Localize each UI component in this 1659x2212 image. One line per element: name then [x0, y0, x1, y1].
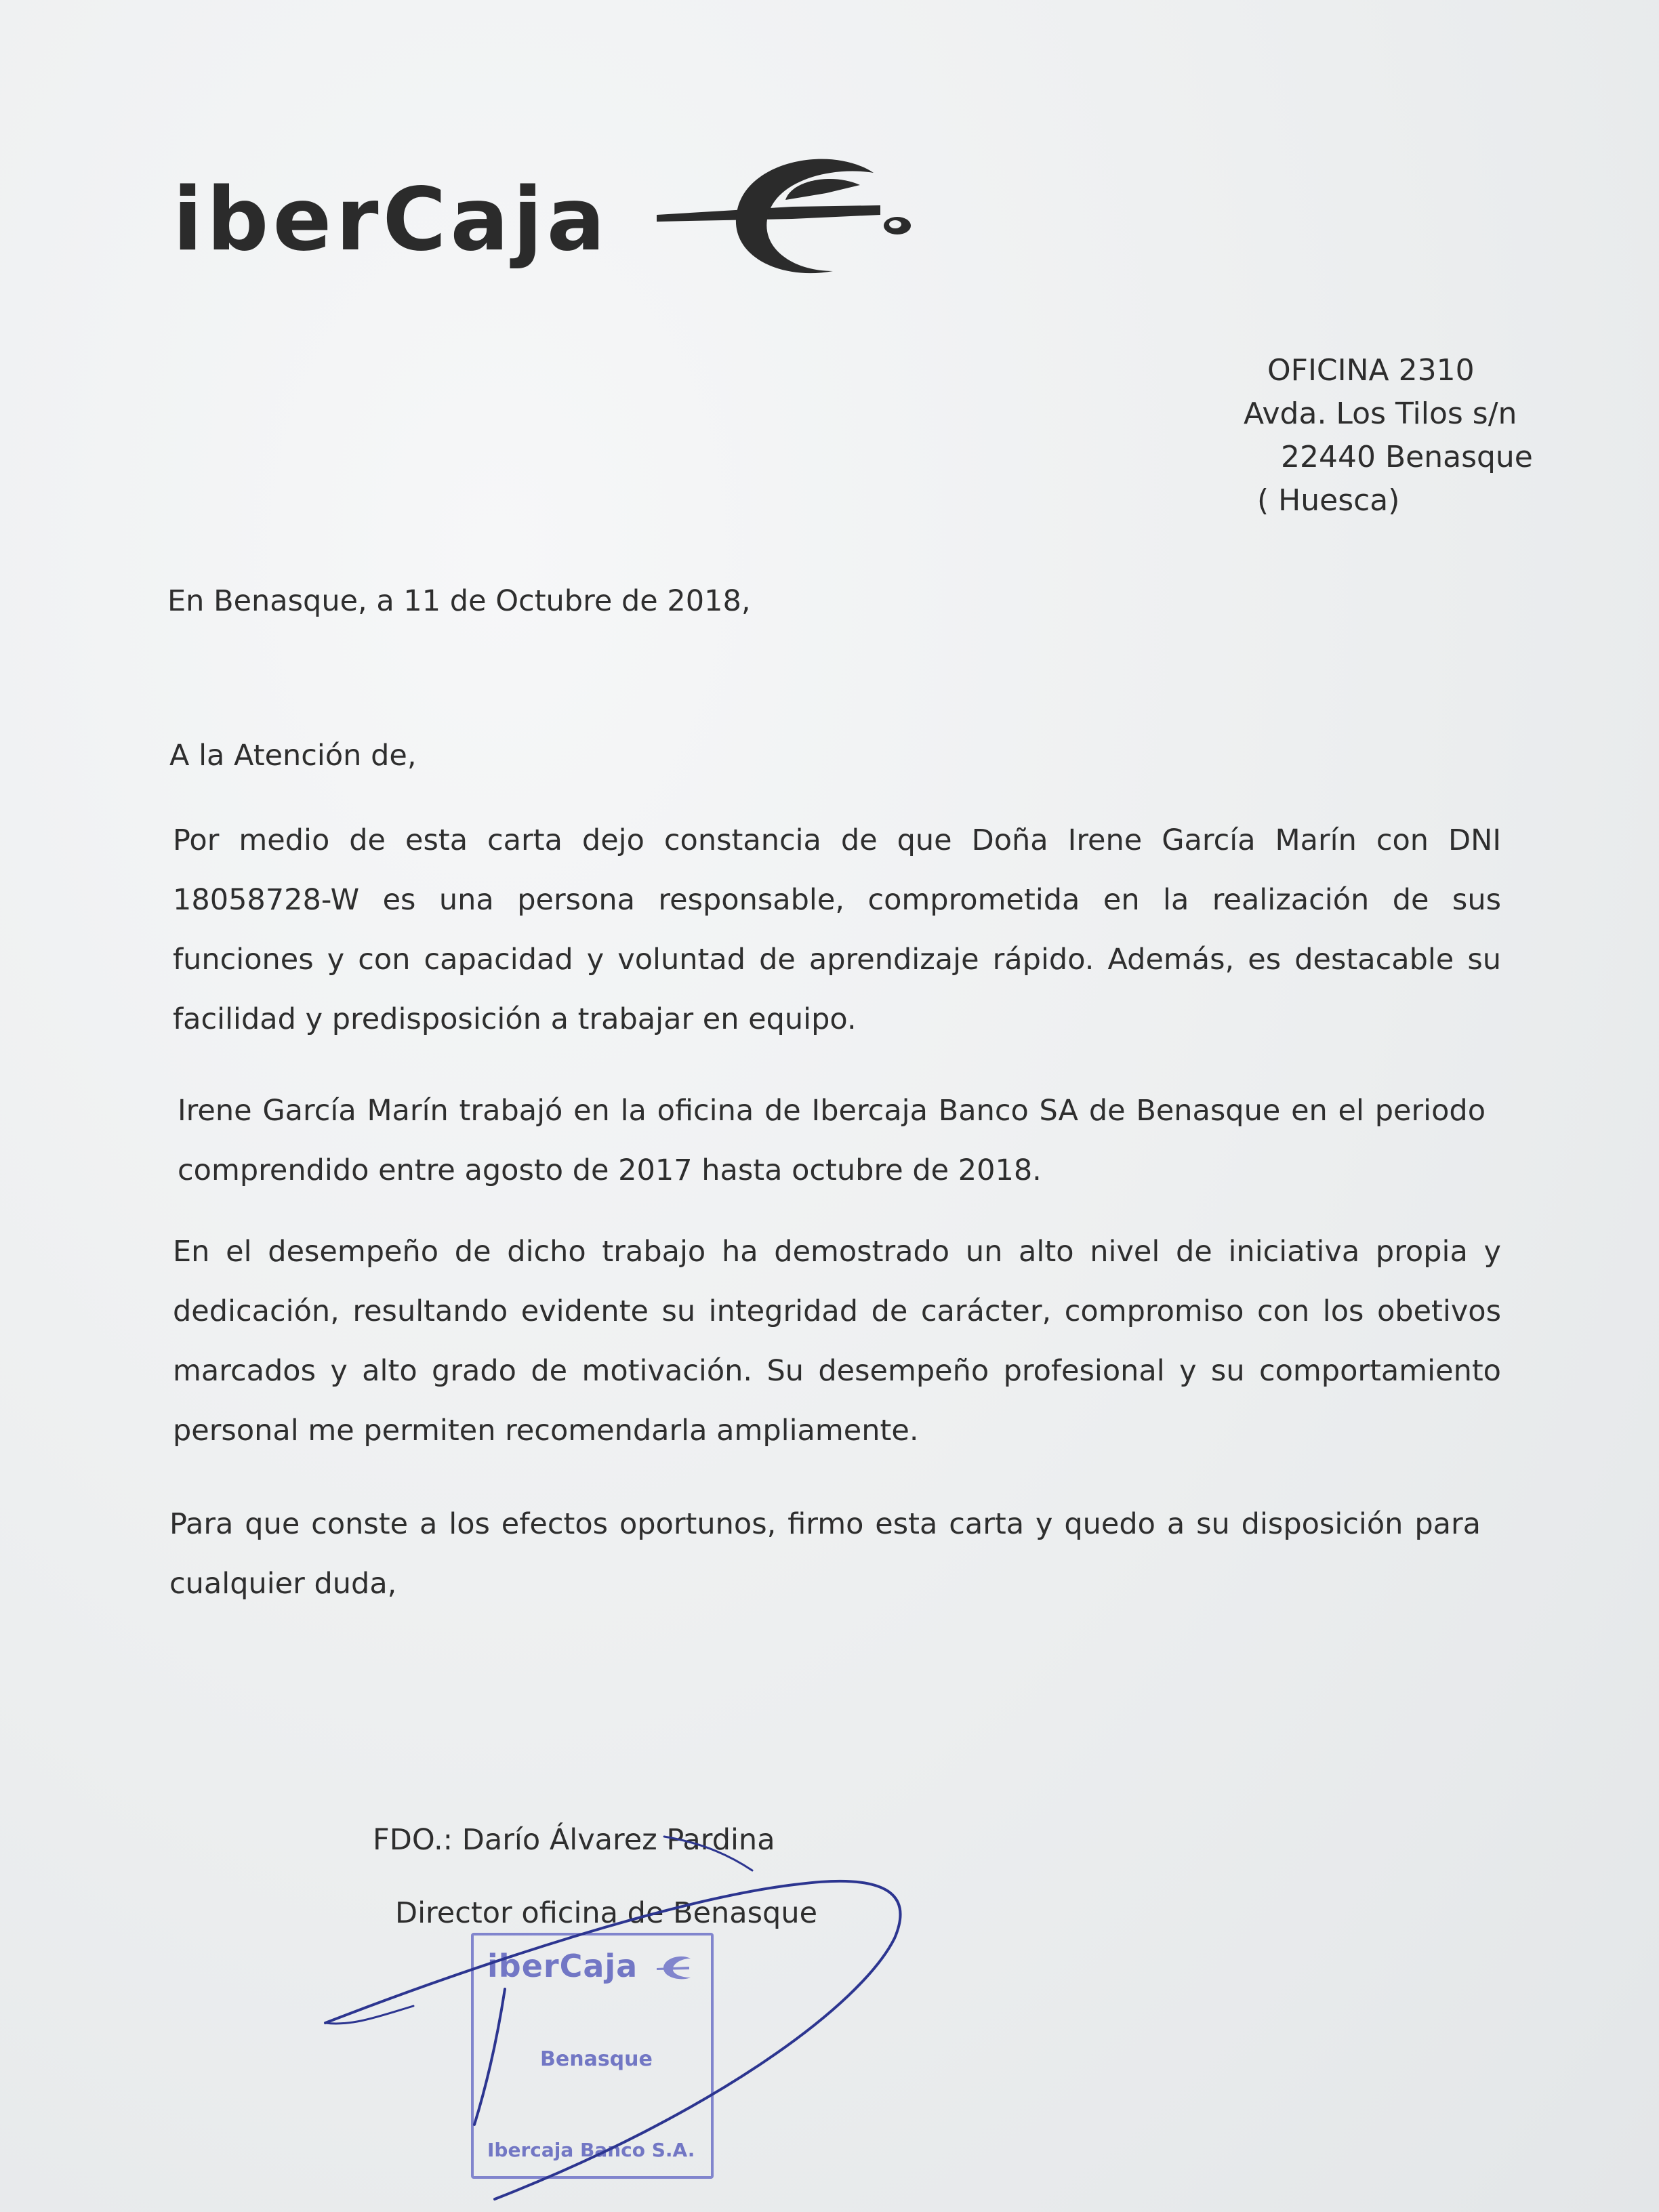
letterhead-logo	[173, 152, 935, 288]
signatory-name: FDO.: Darío Álvarez Pardina	[373, 1823, 775, 1857]
bank-stamp	[471, 1933, 714, 2179]
stamp-town: Benasque	[540, 2047, 653, 2071]
address-postcode-city: 22440 Benasque	[1281, 440, 1533, 474]
date-line: En Benasque, a 11 de Octubre de 2018,	[167, 584, 751, 618]
signatory-title: Director oficina de Benasque	[395, 1896, 818, 1930]
address-office: OFICINA 2310	[1267, 353, 1475, 388]
body-paragraph: En el desempeño de dicho trabajo ha demostrado un alto nivel de iniciativa propia y dedicación, resultando evidente su integridad de carácter, compromiso con los obetivos marcados y alto grado de motivación. Su desempeño profesional y su comportamiento personal me permiten recomendarla ampliamente.	[173, 1235, 1501, 1448]
stamp-logo-text: iberCaja	[487, 1948, 638, 1984]
stamp-swoosh-icon	[657, 1954, 697, 1982]
salutation: A la Atención de,	[169, 739, 417, 773]
ibercaja-swoosh-icon	[657, 152, 935, 288]
address-province: ( Huesca)	[1257, 483, 1400, 518]
body-paragraph: Irene García Marín trabajó en la oficina de Ibercaja Banco SA de Benasque en el periodo comprendido entre agosto de 2017 hasta octubre de 2018.	[178, 1094, 1486, 1187]
body-paragraph: Por medio de esta carta dejo constancia de que Doña Irene García Marín con DNI 18058728-W es una persona responsable, comprometida en la realización de sus funciones y con capacidad y voluntad de aprendizaje rápido. Además, es destacable su facilidad y predisposición a trabajar en equipo.	[173, 823, 1501, 1036]
logo-wordmark: iberCaja	[173, 169, 609, 270]
body-paragraph: Para que conste a los efectos oportunos, firmo esta carta y quedo a su disposición para cualquier duda,	[169, 1507, 1481, 1601]
stamp-bank-name: Ibercaja Banco S.A.	[487, 2139, 695, 2161]
office-address	[1244, 349, 1533, 523]
address-street: Avda. Los Tilos s/n	[1244, 396, 1517, 431]
